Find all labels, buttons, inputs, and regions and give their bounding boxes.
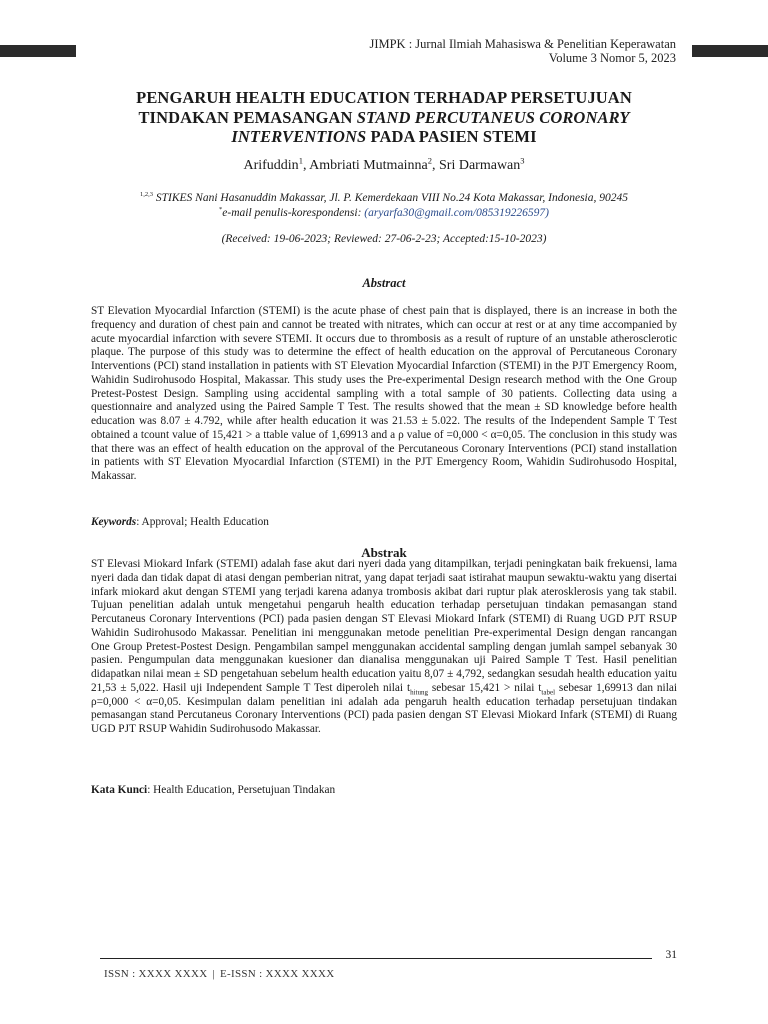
- author-affil-number: 3: [520, 155, 525, 166]
- affiliation-numbers: 1,2,3: [140, 191, 153, 199]
- footer-divider: [100, 958, 652, 959]
- affiliation-line: [90, 191, 678, 206]
- subscript-hitung: hitung: [410, 688, 428, 696]
- abstract-body: ST Elevation Myocardial Infarction (STEMI) is the acute phase of chest pain that is displayed, there is an increase in both the frequency and duration of chest pain and cannot be treated with nitrates, which can occur at rest or at any time accompanied by acute myocardial infarction with severe STEMI. It occurs due to thrombosis as a result of rupture of an unstable atherosclerotic plaque. The purpose of this study was to determine the effect of health education on the approval of Percutaneous Coronary Interventions (PCI) stand installation in patients with ST Elevation Myocardial Infarction (STEMI) in the PJT Emergency Room, Wahidin Sudirohusodo Hospital, Makassar. This study uses the Pre-experimental Design research method with the One Group Pretest-Postest Design. Sampling using accidental sampling with a total sample of 30 patients. Collecting data using a questionnaire and analyzed using the Paired Sample T Test. The results showed that the mean ± SD knowledge before health education was 8.07 ± 4.792, while after health education it was 21.53 ± 5.022. The results of the Independent Sample T Test obtained a tcount value of 15,421 > a ttable value of 1,69913 and a ρ value of =0,000 < α=0,05. The conclusion in this study was that there was an effect of health education on the approval of the Percutaneous Coronary Interventions (PCI) stand installation in patients with ST Elevation Myocardial Infarction (STEMI) in the PJT Emergency Room, Wahidin Sudirohusodo Hospital, Makassar.: [91, 305, 677, 482]
- abstrak-body: [91, 558, 677, 737]
- header-decor-bar-left: [0, 45, 76, 57]
- correspondence-line: [90, 206, 678, 221]
- issn-footer: [104, 968, 335, 980]
- affiliation-block: [90, 191, 678, 221]
- keywords-label: Keywords: [91, 516, 137, 528]
- journal-name: JIMPK : Jurnal Ilmiah Mahasiswa & Penelitian Keperawatan: [369, 37, 676, 51]
- abstrak-body-part-3: sebesar 1,69913 dan nilai ρ=0,000 < α=0,05. Kesimpulan dalam penelitian ini adalah ada pengaruh health education terhadap persetujuan tindakan pemasangan stand Percutaneus Coronary Interventions (PCI) pada pasien dengan ST Elevasi Miokard Infark (STEMI) di Ruang UGD PJT RSUP Wahidin Sudirohusodo Makassar.: [91, 681, 677, 735]
- kata-kunci-value: : Health Education, Persetujuan Tindakan: [147, 784, 336, 796]
- subscript-tabel: tabel: [541, 688, 556, 696]
- kata-kunci-line: [91, 784, 335, 796]
- paper-title: [90, 88, 678, 147]
- correspondence-marker: *: [219, 206, 223, 214]
- author-affil-number: 2: [427, 155, 433, 166]
- author-list: Arifuddin$^1$, Ambriati Mutmainna$^2$, Sri Darmawan$^3$: [243, 155, 525, 173]
- author-affil-number: 1: [298, 155, 303, 166]
- title-part-3: PADA PASIEN STEMI: [366, 127, 537, 146]
- correspondence-email-link[interactable]: (aryarfa30@gmail.com/085319226597): [364, 207, 549, 219]
- issn-electronic: E-ISSN : XXXX XXXX: [220, 968, 335, 980]
- page-number: 31: [665, 949, 677, 961]
- header-decor-bar-right: [692, 45, 768, 57]
- author-name: Ambriati Mutmainna: [309, 158, 428, 173]
- abstract-heading: Abstract: [362, 276, 406, 290]
- correspondence-label: e-mail penulis-korespondensi:: [222, 207, 365, 219]
- issn-print: ISSN : XXXX XXXX: [104, 968, 208, 980]
- keywords-line: [91, 516, 269, 528]
- title-part-2-italic: STAND PERCUTANEUS CORONARY INTERVENTIONS: [231, 107, 630, 146]
- title-part-1: PENGARUH HEALTH EDUCATION TERHADAP PERSETUJUAN TINDAKAN PEMASANGAN: [136, 88, 632, 127]
- abstrak-body-part-1: ST Elevasi Miokard Infark (STEMI) adalah fase akut dari nyeri dada yang ditampilkan, terjadi peningkatan baik frekuensi, lama nyeri dada dan tidak dapat di atasi dengan pemberian nitrat, yang dapat terjadi saat istirahat maupun sewaktu-waktu yang disertai infark miokard akut dengan STEMI yang terjadi karena adanya trombosis akibat dari ruptur plak aterosklerosis yang tak stabil. Tujuan penelitian adalah untuk mengetahui pengaruh health education terhadap persetujuan tindakan pemasangan stand Percutaneus Coronary Interventions (PCI) pada pasien dengan ST Elevasi Miokard Infark (STEMI) di Ruang UGD PJT RSUP Wahidin Sudirohusodo Makassar. Penelitian ini menggunakan metode penelitian Pre-experimental Design dengan rancangan One Group Pretest-Postest Design. Pengambilan sampel menggunakan accidental sampling dengan jumlah sampel sebanyak 30 pasien. Pengumpulan data menggunakan kuesioner dan dianalisa menggunakan uji Paired Sample T Test. Hasil penelitian didapatkan nilai mean ± SD pengetahuan sebelum health education yaitu 8,07 ± 4,792, sedangkan sesudah health education yaitu 21,53 ± 5,022. Hasil uji Independent Sample T Test diperoleh nilai t: [91, 558, 677, 694]
- submission-dates: (Received: 19-06-2023; Reviewed: 27-06-2-23; Accepted:15-10-2023): [221, 233, 547, 245]
- author-name: Arifuddin: [243, 158, 299, 173]
- kata-kunci-label: Kata Kunci: [91, 784, 148, 796]
- abstrak-body-part-2: sebesar 15,421 > nilai t: [428, 681, 542, 694]
- keywords-value: : Approval; Health Education: [136, 516, 269, 528]
- author-name: Sri Darmawan: [439, 158, 521, 173]
- journal-volume: Volume 3 Nomor 5, 2023: [548, 51, 676, 65]
- affiliation-text: STIKES Nani Hasanuddin Makassar, Jl. P. Kemerdekaan VIII No.24 Kota Makassar, Indonesia, 90245: [155, 192, 628, 204]
- abstrak-heading: Abstrak: [361, 545, 407, 560]
- journal-header: [369, 37, 676, 65]
- issn-separator: |: [212, 968, 216, 980]
